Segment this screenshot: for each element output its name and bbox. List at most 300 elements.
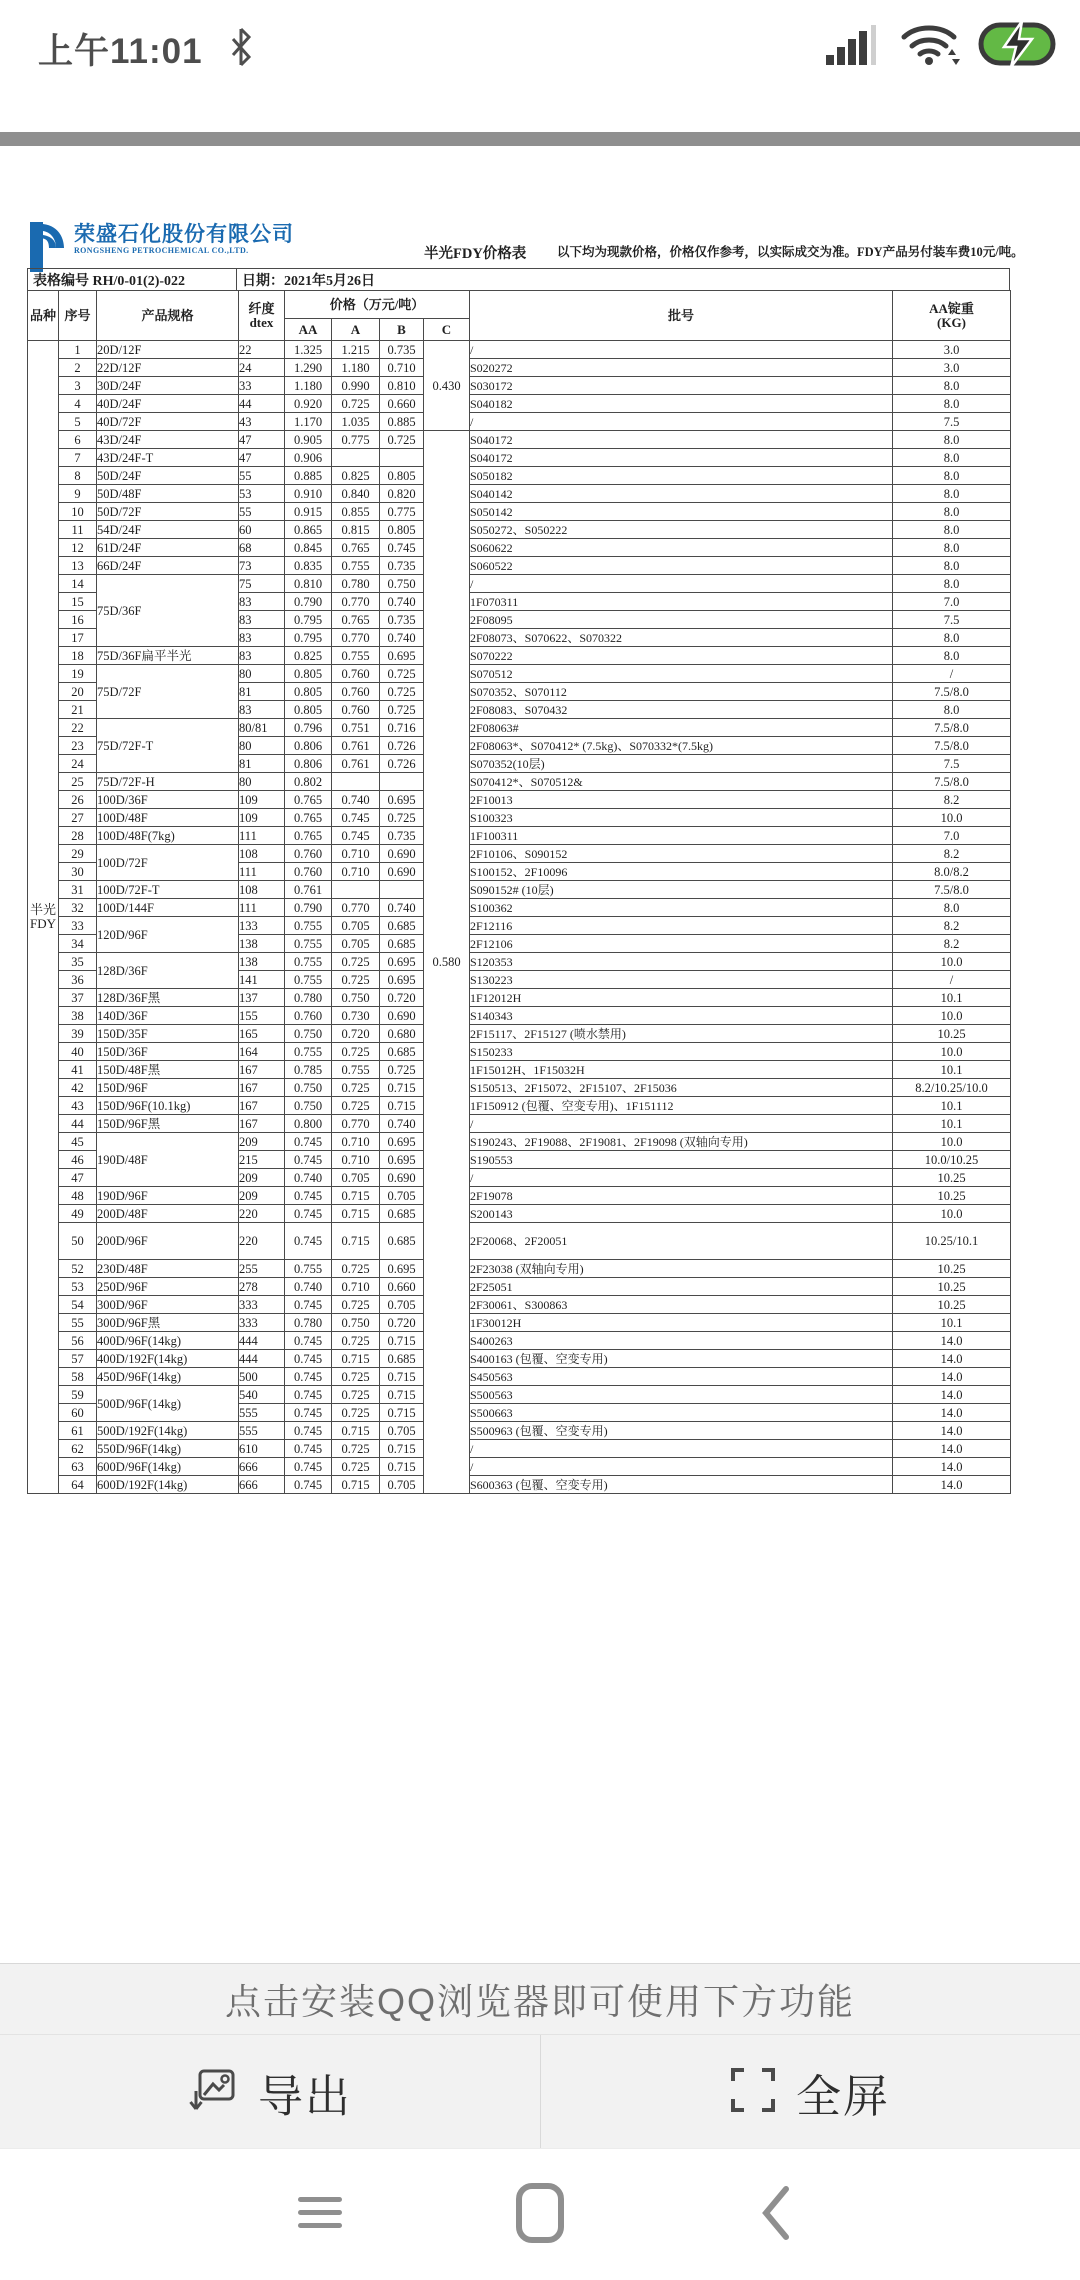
row-no: 63 [59,1458,97,1476]
header-grade-b: B [380,319,424,341]
spindle-weight: 8.0 [893,485,1011,503]
table-row [28,1260,1011,1278]
price-b: 0.660 [380,395,424,413]
batch-no: S050182 [470,467,893,485]
dtex-value: 164 [239,1043,285,1061]
row-no: 44 [59,1115,97,1133]
row-no: 31 [59,881,97,899]
product-spec: 22D/12F [97,359,239,377]
price-b: 0.705 [380,1422,424,1440]
dtex-value: 83 [239,629,285,647]
product-spec: 400D/96F(14kg) [97,1332,239,1350]
product-spec: 20D/12F [97,341,239,359]
document-page [0,146,1080,1963]
price-b: 0.715 [380,1332,424,1350]
price-b [380,881,424,899]
spindle-weight: 8.2 [893,791,1011,809]
price-b: 0.745 [380,539,424,557]
price-b: 0.690 [380,1169,424,1187]
price-aa: 0.825 [285,647,332,665]
dtex-value: 209 [239,1133,285,1151]
row-no: 50 [59,1223,97,1260]
batch-no: S070352、S070112 [470,683,893,701]
dtex-value: 43 [239,413,285,431]
price-aa: 0.755 [285,917,332,935]
price-aa: 0.745 [285,1296,332,1314]
batch-no: / [470,1458,893,1476]
batch-no: 2F10106、S090152 [470,845,893,863]
product-spec: 100D/36F [97,791,239,809]
spindle-weight: 10.0 [893,1205,1011,1223]
price-aa: 0.806 [285,737,332,755]
dtex-value: 444 [239,1332,285,1350]
spindle-weight: 10.1 [893,1314,1011,1332]
product-spec: 140D/36F [97,1007,239,1025]
row-no: 12 [59,539,97,557]
spindle-weight: 7.5/8.0 [893,737,1011,755]
batch-no: S140343 [470,1007,893,1025]
price-a: 0.730 [332,1007,380,1025]
spindle-weight: 14.0 [893,1368,1011,1386]
price-aa: 0.745 [285,1133,332,1151]
batch-no: 2F23038 (双轴向专用) [470,1260,893,1278]
product-spec: 150D/36F [97,1043,239,1061]
row-no: 8 [59,467,97,485]
table-row [28,1332,1011,1350]
price-b: 0.740 [380,899,424,917]
table-row [28,809,1011,827]
product-spec: 50D/48F [97,485,239,503]
product-spec: 600D/192F(14kg) [97,1476,239,1494]
price-a: 0.725 [332,1332,380,1350]
batch-no: / [470,1169,893,1187]
dtex-value: 555 [239,1404,285,1422]
price-a [332,773,380,791]
price-b: 0.726 [380,755,424,773]
price-aa: 0.761 [285,881,332,899]
dtex-value: 666 [239,1458,285,1476]
table-row [28,1422,1011,1440]
price-b [380,773,424,791]
price-a: 0.715 [332,1422,380,1440]
header-grade-aa: AA [285,319,332,341]
spindle-weight: 14.0 [893,1404,1011,1422]
product-spec: 200D/96F [97,1223,239,1260]
price-a: 0.725 [332,1386,380,1404]
price-a: 0.770 [332,899,380,917]
price-c: 0.580 [424,431,470,1494]
spindle-weight: 10.1 [893,989,1011,1007]
batch-no: S040172 [470,431,893,449]
dtex-value: 133 [239,917,285,935]
table-row [28,899,1011,917]
price-aa: 0.745 [285,1404,332,1422]
price-aa: 0.745 [285,1458,332,1476]
spindle-weight: 7.5 [893,755,1011,773]
product-spec: 43D/24F [97,431,239,449]
price-aa: 0.805 [285,683,332,701]
dtex-value: 108 [239,845,285,863]
product-spec: 150D/35F [97,1025,239,1043]
table-row [28,881,1011,899]
price-a: 0.725 [332,953,380,971]
price-aa: 0.745 [285,1440,332,1458]
spindle-weight: 8.0 [893,521,1011,539]
product-spec: 30D/24F [97,377,239,395]
spindle-weight: 8.0 [893,899,1011,917]
spindle-weight: 14.0 [893,1422,1011,1440]
price-a: 0.745 [332,809,380,827]
product-spec: 100D/48F(7kg) [97,827,239,845]
price-aa: 0.780 [285,1314,332,1332]
spindle-weight: 8.0 [893,377,1011,395]
batch-no: S100152、2F10096 [470,863,893,881]
header-dtex: 纤度 dtex [239,291,285,341]
price-b: 0.685 [380,1350,424,1368]
row-no: 56 [59,1332,97,1350]
price-a: 0.760 [332,683,380,701]
price-b: 0.726 [380,737,424,755]
install-qq-browser-prompt[interactable]: 点击安装QQ浏览器即可使用下方功能 [224,1980,855,2022]
batch-no: S150233 [470,1043,893,1061]
row-no: 57 [59,1350,97,1368]
price-a: 0.760 [332,701,380,719]
table-row [28,1386,1011,1404]
row-no: 10 [59,503,97,521]
product-spec: 75D/36F [97,575,239,647]
table-row [28,1458,1011,1476]
price-b: 0.715 [380,1079,424,1097]
dtex-value: 555 [239,1422,285,1440]
product-spec: 230D/48F [97,1260,239,1278]
price-b: 0.685 [380,1205,424,1223]
spindle-weight: 10.25/10.1 [893,1223,1011,1260]
dtex-value: 81 [239,755,285,773]
product-spec: 50D/24F [97,467,239,485]
company-logo-icon [30,222,66,272]
row-no: 28 [59,827,97,845]
product-spec: 550D/96F(14kg) [97,1440,239,1458]
table-row [28,1476,1011,1494]
fullscreen-icon [730,2067,776,2118]
spindle-weight: 7.5 [893,413,1011,431]
table-meta-row [27,268,1010,290]
dtex-value: 83 [239,647,285,665]
dtex-value: 500 [239,1368,285,1386]
row-no: 27 [59,809,97,827]
price-aa: 0.906 [285,449,332,467]
row-no: 39 [59,1025,97,1043]
back-button[interactable] [715,2149,835,2280]
product-spec: 75D/72F-T [97,719,239,773]
spindle-weight: 8.0 [893,431,1011,449]
price-a: 0.770 [332,629,380,647]
price-b: 0.735 [380,827,424,845]
price-a [332,881,380,899]
product-spec: 150D/96F黑 [97,1115,239,1133]
header-spec: 产品规格 [97,291,239,341]
batch-no: S130223 [470,971,893,989]
product-spec: 75D/72F-H [97,773,239,791]
dtex-value: 167 [239,1097,285,1115]
row-no: 48 [59,1187,97,1205]
dtex-value: 155 [239,1007,285,1025]
dtex-value: 81 [239,683,285,701]
dtex-value: 80/81 [239,719,285,737]
company-logo [30,222,294,272]
dtex-value: 540 [239,1386,285,1404]
batch-no: S090152# (10层) [470,881,893,899]
row-no: 16 [59,611,97,629]
product-spec: 450D/96F(14kg) [97,1368,239,1386]
price-a: 0.765 [332,539,380,557]
row-no: 35 [59,953,97,971]
price-a: 0.725 [332,1296,380,1314]
price-b: 0.680 [380,1025,424,1043]
price-aa: 0.745 [285,1368,332,1386]
price-b: 0.740 [380,1115,424,1133]
table-row [28,917,1011,935]
price-a: 0.855 [332,503,380,521]
row-no: 54 [59,1296,97,1314]
product-spec: 61D/24F [97,539,239,557]
spindle-weight: 10.0 [893,953,1011,971]
price-a: 0.760 [332,665,380,683]
row-no: 1 [59,341,97,359]
recent-apps-icon [296,2193,344,2238]
row-no: 53 [59,1278,97,1296]
home-icon [515,2182,565,2249]
spindle-weight: 14.0 [893,1458,1011,1476]
batch-no: S100323 [470,809,893,827]
table-row [28,1025,1011,1043]
row-no: 23 [59,737,97,755]
price-aa: 0.806 [285,755,332,773]
product-spec: 54D/24F [97,521,239,539]
spindle-weight: 8.0 [893,575,1011,593]
batch-no: S040142 [470,485,893,503]
price-aa: 0.745 [285,1205,332,1223]
row-no: 21 [59,701,97,719]
dtex-value: 55 [239,467,285,485]
table-row [28,989,1011,1007]
price-b: 0.725 [380,665,424,683]
batch-no: S500963 (包覆、空变专用) [470,1422,893,1440]
fullscreen-button[interactable] [540,2035,1080,2149]
product-spec: 190D/48F [97,1133,239,1187]
price-b: 0.725 [380,1061,424,1079]
price-b: 0.750 [380,575,424,593]
price-b: 0.715 [380,1386,424,1404]
price-aa: 0.755 [285,1260,332,1278]
price-a: 0.815 [332,521,380,539]
price-aa: 0.905 [285,431,332,449]
price-b: 0.685 [380,1043,424,1061]
table-row [28,557,1011,575]
row-no: 30 [59,863,97,881]
row-no: 19 [59,665,97,683]
product-spec: 100D/72F [97,845,239,881]
row-no: 6 [59,431,97,449]
row-no: 32 [59,899,97,917]
price-b: 0.690 [380,863,424,881]
product-spec: 150D/96F(10.1kg) [97,1097,239,1115]
price-a: 0.725 [332,1368,380,1386]
price-aa: 1.325 [285,341,332,359]
dtex-value: 215 [239,1151,285,1169]
product-spec: 50D/72F [97,503,239,521]
row-no: 34 [59,935,97,953]
header-weight: AA锭重 (KG) [893,291,1011,341]
row-no: 37 [59,989,97,1007]
dtex-value: 138 [239,935,285,953]
price-b: 0.715 [380,1368,424,1386]
batch-no: 2F08063*、S070412* (7.5kg)、S070332*(7.5kg) [470,737,893,755]
spindle-weight: / [893,665,1011,683]
table-row [28,431,1011,449]
header-batch: 批号 [470,291,893,341]
price-aa: 1.290 [285,359,332,377]
spindle-weight: 7.5/8.0 [893,773,1011,791]
price-aa: 0.885 [285,467,332,485]
home-button[interactable] [480,2149,600,2280]
table-row [28,953,1011,971]
table-row [28,485,1011,503]
price-a: 0.755 [332,557,380,575]
batch-no: 2F08073、S070622、S070322 [470,629,893,647]
row-no: 36 [59,971,97,989]
product-spec: 150D/96F [97,1079,239,1097]
price-b: 0.660 [380,1278,424,1296]
product-spec: 400D/192F(14kg) [97,1350,239,1368]
recent-apps-button[interactable] [260,2149,380,2280]
dtex-value: 333 [239,1296,285,1314]
price-a: 0.740 [332,791,380,809]
dtex-value: 24 [239,359,285,377]
price-aa: 0.845 [285,539,332,557]
batch-no: / [470,341,893,359]
price-aa: 0.755 [285,953,332,971]
batch-no: 2F08063# [470,719,893,737]
spindle-weight: 8.2/10.25/10.0 [893,1079,1011,1097]
row-no: 15 [59,593,97,611]
spindle-weight: 14.0 [893,1332,1011,1350]
spindle-weight: 10.25 [893,1025,1011,1043]
price-aa: 0.920 [285,395,332,413]
product-spec: 500D/192F(14kg) [97,1422,239,1440]
table-row [28,1007,1011,1025]
price-a: 0.715 [332,1187,380,1205]
price-aa: 0.740 [285,1169,332,1187]
table-row [28,1205,1011,1223]
spindle-weight: 14.0 [893,1440,1011,1458]
price-disclaimer: 以下均为现款价格，价格仅作参考，以实际成交为准。FDY产品另付装车费10元/吨。 [557,245,1024,259]
price-a: 0.840 [332,485,380,503]
spindle-weight: 3.0 [893,359,1011,377]
price-a: 0.715 [332,1476,380,1494]
price-aa: 0.745 [285,1187,332,1205]
batch-no: 1F15012H、1F15032H [470,1061,893,1079]
table-row [28,341,1011,359]
price-aa: 0.740 [285,1278,332,1296]
dtex-value: 111 [239,827,285,845]
table-row [28,1278,1011,1296]
spindle-weight: 8.0 [893,647,1011,665]
batch-no: 1F150912 (包覆、空变专用)、1F151112 [470,1097,893,1115]
price-b: 0.690 [380,845,424,863]
spindle-weight: 7.5/8.0 [893,881,1011,899]
batch-no: S040182 [470,395,893,413]
product-spec: 300D/96F [97,1296,239,1314]
product-spec: 128D/36F [97,953,239,989]
row-no: 2 [59,359,97,377]
price-aa: 0.865 [285,521,332,539]
product-spec: 150D/48F黑 [97,1061,239,1079]
batch-no: / [470,575,893,593]
spindle-weight: 8.0 [893,503,1011,521]
price-a: 0.715 [332,1205,380,1223]
dtex-value: 209 [239,1187,285,1205]
table-row [28,377,1011,395]
batch-no: S120353 [470,953,893,971]
price-a: 0.770 [332,1115,380,1133]
row-no: 49 [59,1205,97,1223]
row-no: 52 [59,1260,97,1278]
table-row [28,827,1011,845]
export-button[interactable] [0,2035,540,2149]
table-row [28,1350,1011,1368]
dtex-value: 111 [239,863,285,881]
price-b: 0.720 [380,1314,424,1332]
batch-no: 2F08083、S070432 [470,701,893,719]
price-b: 0.715 [380,1458,424,1476]
price-aa: 1.170 [285,413,332,431]
batch-no: 2F12106 [470,935,893,953]
spindle-weight: 10.1 [893,1061,1011,1079]
price-a: 0.725 [332,971,380,989]
dtex-value: 109 [239,809,285,827]
price-a: 1.215 [332,341,380,359]
spindle-weight: 10.0 [893,1007,1011,1025]
dtex-value: 55 [239,503,285,521]
price-a: 0.825 [332,467,380,485]
dtex-value: 220 [239,1205,285,1223]
price-aa: 0.790 [285,899,332,917]
price-b: 0.716 [380,719,424,737]
batch-no: 2F15117、2F15127 (喷水禁用) [470,1025,893,1043]
price-a: 0.725 [332,1260,380,1278]
row-no: 3 [59,377,97,395]
price-b: 0.705 [380,1476,424,1494]
price-aa: 0.765 [285,827,332,845]
spindle-weight: 10.25 [893,1260,1011,1278]
batch-no: S050272、S050222 [470,521,893,539]
price-aa: 0.745 [285,1386,332,1404]
price-b: 0.695 [380,1260,424,1278]
spindle-weight: 8.0/8.2 [893,863,1011,881]
row-no: 11 [59,521,97,539]
batch-no: S190553 [470,1151,893,1169]
spindle-weight: 10.0/10.25 [893,1151,1011,1169]
price-a: 0.755 [332,1061,380,1079]
price-a: 1.035 [332,413,380,431]
spindle-weight: 10.1 [893,1115,1011,1133]
dtex-value: 444 [239,1350,285,1368]
page-top-divider [0,132,1080,146]
dtex-value: 44 [239,395,285,413]
dtex-value: 75 [239,575,285,593]
product-spec: 100D/144F [97,899,239,917]
